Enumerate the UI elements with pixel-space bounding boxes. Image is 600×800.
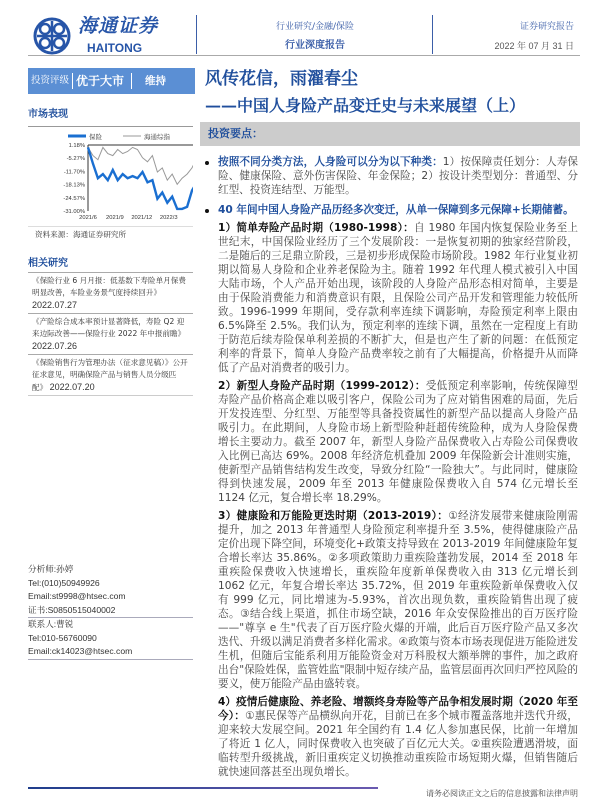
header-divider (196, 15, 197, 54)
market-performance-heading: 市场表现 (28, 109, 68, 120)
paragraph (218, 695, 578, 779)
analyst-tel: Tel:(010)50949926 (28, 577, 100, 588)
contact-tel: Tel:010-56760090 (28, 632, 97, 643)
y-tick-label: -11.70% (63, 169, 85, 176)
paragraph (218, 509, 578, 691)
divider (28, 226, 193, 227)
paragraph-text: 受低预定利率影响，传统保障型寿险产品价格高企难以吸引客户，保险公司为了应对销售困难的局面，先后开发投连型、分红型、万能型等具备投资属性的新型产品以提高人身险产品吸引力。在此期间，人身险市场上新型险种赶超传统险种，成为人身险保费增长主要动力。截至 2007 年，新型人身险产品保费收入占寿险公司保费收入比例已高达 69%。2008 年经济危机叠加 2009 年保险新会计准则实施，使新型产品销售结构发生改变，导致分红险“一险独大”。与此同时，健康险得到快速发展，2009 年至 2013 年健康险保费收入自 574 亿元增长至 1124 亿元，复合增长率 18.29%。 (218, 380, 579, 504)
paragraph-lead: 1）简单寿险产品时期（1980-1998）： (218, 222, 414, 234)
related-research-heading: 相关研究 (28, 258, 68, 269)
y-tick-label: -5.27% (66, 156, 85, 163)
related-date: 2022.07.26 (32, 341, 78, 351)
report-type: 行业深度报告 (285, 40, 345, 51)
y-tick-label: -24.57% (63, 195, 85, 202)
series-line-index (88, 147, 193, 184)
paragraph-text: ①经济发展带来健康险刚需提升，加之 2013 年普通型人身险预定利率提升至 3.5%，使得健康险产品定价出现下降空间，环境变化+政策支持导致在 2013-2019 年间健康险年复合增长率达 35.86%。②多项政策助力重疾险蓬勃发展，2014 至 2018 年重疾险保费收入快速增长，重疾险年度新单保费收入由 313 亿元增长到 1062 亿元，年复合增长率达 35.72%，但 2019 年重疾险新单保费收入仅有 999 亿元，同比增速为-5.93%，首次出现负数，重疾险销售出现了疲态。③结合线上渠道，抓住市场空缺，2016 年众安保险推出的百万医疗险——"尊享 e 生"代表了百万医疗险火爆的开端，此后百万医疗险产品又多次迭代、升级以满足消费者多样化需求。④政策与资本市场表现促进万能险迸发生机，但随后宝能系利用万能险资金对万科股权大额举牌的事件，加之政府出台"保险姓保，监管姓监"限制中短存续产品，监管层面再次回归严控风险的要义，使万能险产品由盛转衰。 (218, 510, 578, 690)
series-line-insurance (88, 147, 193, 209)
related-research-item[interactable] (28, 313, 193, 354)
paragraph-lead: 4）疫情后健康险、养老险、增额终身寿险等产品争相发展时期（2020 年至今）： (218, 696, 578, 722)
haitong-logo (32, 14, 172, 58)
related-title[interactable]: 《保险销售行为管理办法（征求意见稿）》公开征求意见，明确保险产品与销售人员分级匹配》 (32, 358, 188, 392)
contact-name: 联系人:曹锐 (28, 619, 74, 629)
paragraph-lead: 3）健康险和万能险更迭时期（2013-2019）： (218, 510, 449, 522)
divider (28, 126, 193, 127)
paragraph (218, 221, 578, 375)
analyst-email[interactable]: Email:st9998@htsec.com (28, 591, 126, 601)
rating-label: 投资评级 (31, 75, 70, 86)
x-tick-label: 2021/6 (79, 215, 97, 221)
x-tick-label: 2021/12 (131, 215, 153, 221)
x-tick-label: 2022/3 (159, 215, 178, 221)
rating-status: 维持 (145, 75, 167, 87)
market-performance-chart (28, 128, 193, 223)
related-title[interactable]: 《产险综合成本率预计显著降低，寿险 Q2 迎来边际改善——保险行业 2022 年中报前瞻》 (32, 317, 186, 338)
related-title[interactable]: 《保险行业 6 月月报：低基数下寿险单月保费明显改善，车险业务景气度持续回升》 (32, 276, 186, 297)
related-date: 2022.07.27 (32, 300, 78, 310)
y-tick-label: 1.18% (68, 143, 85, 149)
related-research-list (28, 272, 193, 396)
y-tick-label: -18.13% (63, 182, 85, 189)
contact-email[interactable]: Email:ck14023@htsec.com (28, 645, 193, 660)
analyst-info (28, 563, 193, 660)
y-tick-label: -31.00% (63, 209, 85, 215)
x-tick-label: 2021/9 (106, 215, 124, 221)
legend-label: 保险 (89, 133, 102, 141)
related-date: 2022.07.20 (49, 382, 95, 392)
doc-class: 证券研究报告 (519, 22, 574, 32)
bullet-text: 1）按保障责任划分：人寿保险、健康保险、意外伤害保险、年金保险；2）按设计类型划分：普通型、分红型、投资连结型、万能型。 (218, 156, 578, 196)
bullet-item (218, 203, 578, 217)
logo-en: HAITONG (87, 41, 143, 55)
paragraph-text: ①惠民保等产品横纵向开花，目前已在多个城市覆盖落地并迭代升级，迎来较大发展空间。2021 年全国约有 1.4 亿人参加惠民保，比前一年增加了将近 1 亿人，同时保费收入也突破了百亿元大关。②重疾险遭遇滑坡，面临转型升级挑战，新旧重疾定义切换推动重疾险市场短期火爆，但销售随后就快速回落甚至出现负增长。 (218, 710, 578, 778)
related-research-item[interactable] (28, 272, 193, 313)
bullet-lead: 40 年间中国人身险产品历经多次变迁，从单一保障到多元保障+长期储蓄。 (218, 204, 574, 216)
key-points-body (218, 155, 578, 779)
header-divider (432, 15, 433, 54)
bullet-lead: 按照不同分类方法，人身险可以分为以下种类： (218, 156, 443, 168)
header-rule (28, 55, 580, 56)
related-research-item[interactable] (28, 354, 193, 396)
report-subtitle: ——中国人身险产品变迁史与未来展望（上） (205, 96, 526, 115)
key-points-heading: 投资要点： (200, 122, 580, 146)
legend-label: 海通综指 (144, 133, 170, 141)
paragraph (218, 379, 578, 505)
logo-cn: 海通证券 (78, 15, 159, 37)
chart-source: 资料来源：海通证券研究所 (35, 230, 127, 239)
report-title: 风传花信，雨濯春尘 (205, 69, 358, 89)
investment-rating (28, 68, 195, 94)
paragraph-text: 自 1980 年国内恢复保险业务至上世纪末，中国保险业经历了三个发展阶段：一是恢复初期的独家经营阶段，二是随后的三足鼎立阶段，三是初步形成保险市场阶段。1982 年行业复业初期以简易人身险和企业养老保险为主。随着 1992 年代理人模式被引入中国大陆市场，个人产品开始出现，该阶段的人身险产品形态相对简单，主要是由于保险消费能力和消费意识有限，且保险公司产品开发和管理能力较低所致。1996-1999 年期间，受存款利率连续下调影响，寿险预定利率上限由 6.5%降至 2.5%。我们认为，预定利率的连续下调，虽然在一定程度上有助于防范后续寿险保单利差损的不断扩大，但是也产生了新的问题：在低预定利率的背景下，简单人身险产品费率较之前有了大幅提高，价格提升从而降低了产品对消费者的吸引力。 (218, 222, 579, 374)
report-date: 2022 年 07 月 31 日 (494, 41, 574, 51)
bullet-item (218, 155, 578, 197)
logo-emblem-icon (32, 16, 72, 56)
report-category: 行业研究/金融/保险 (275, 22, 355, 32)
analyst-cert: 证书:S0850515040002 (28, 604, 193, 619)
rating-value: 优于大市 (76, 74, 125, 88)
footer-rule (28, 787, 378, 789)
paragraph-lead: 2）新型人身险产品时期（1999-2012）： (218, 380, 426, 392)
footer-disclaimer: 请务必阅读正文之后的信息披露和法律声明 (426, 789, 578, 798)
analyst-name: 分析师:孙婷 (28, 564, 74, 574)
